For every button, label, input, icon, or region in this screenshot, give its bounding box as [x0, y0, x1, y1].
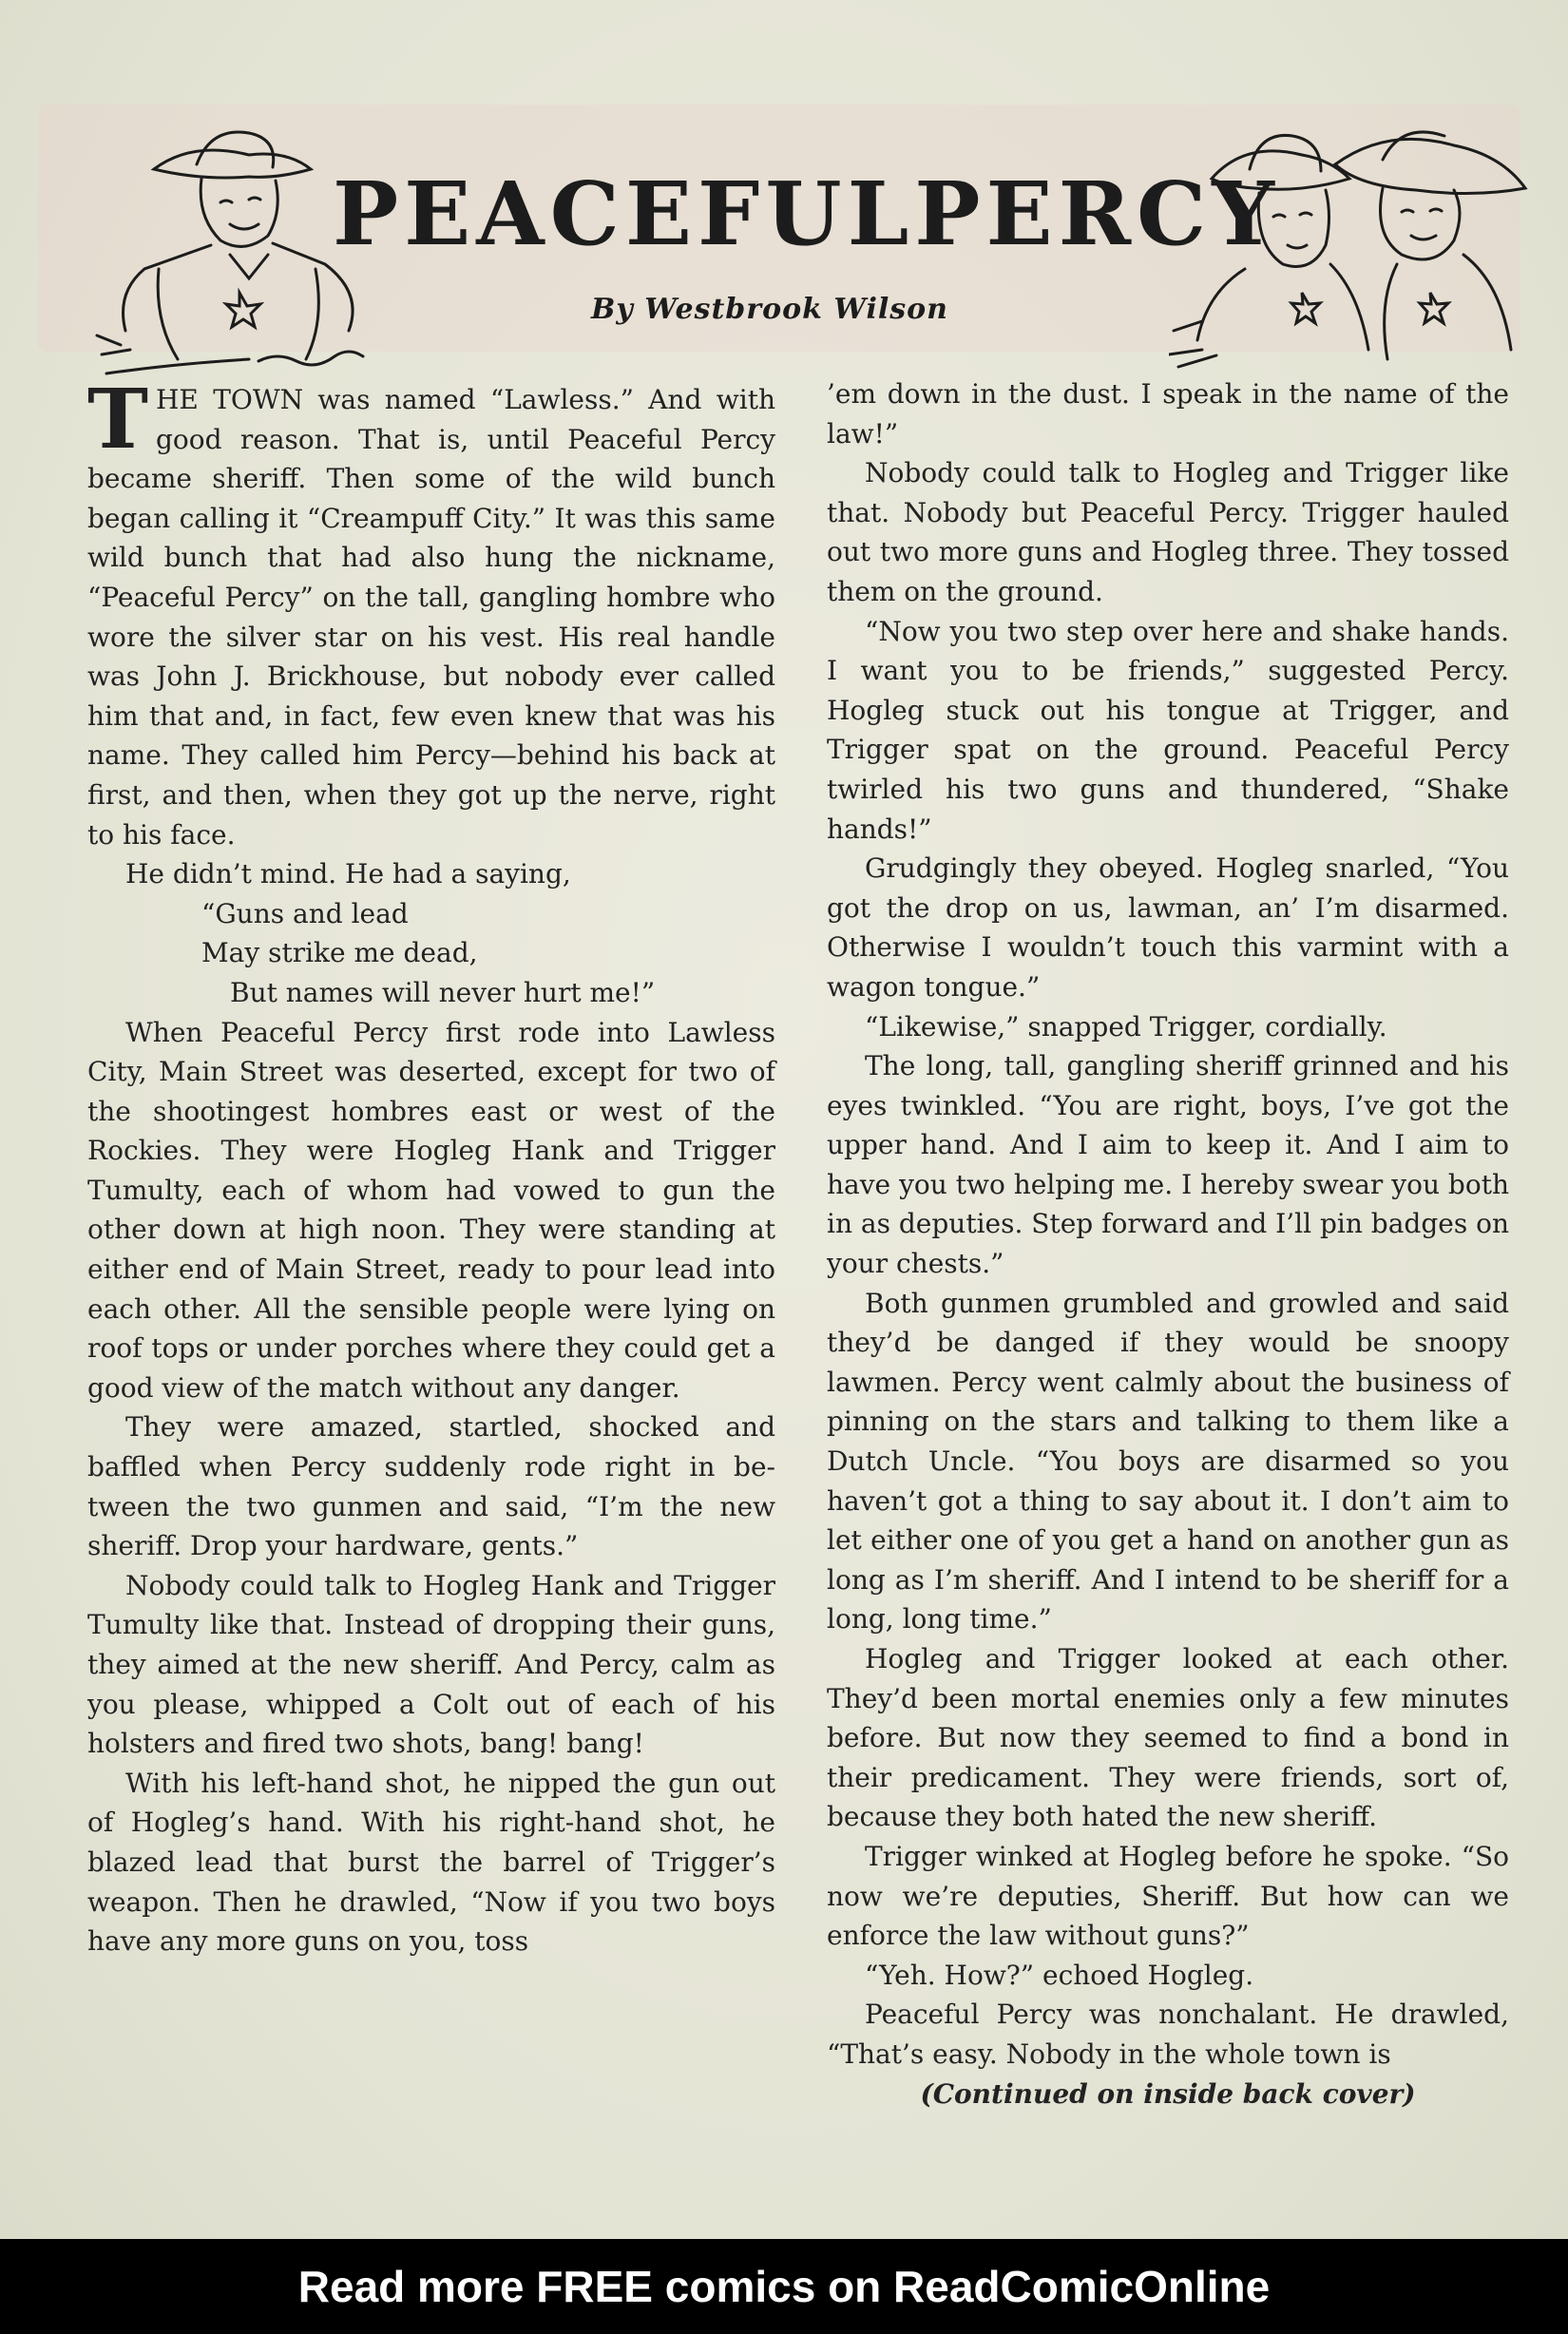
paragraph: Peaceful Percy was nonchalant. He drawled, “That’s easy. Nobody in the whole town is	[827, 1999, 1509, 2070]
paragraph: Grudgingly they obeyed. Hogleg snarled, “You got the drop on us, lawman, an’ I’m disarmed. Otherwise I wouldn’t touch this varmint with a wagon tongue.”	[827, 852, 1509, 1003]
promo-banner[interactable]	[0, 2239, 1568, 2334]
verse-line: May strike me dead,	[201, 937, 478, 969]
paragraph: “Likewise,” snapped Trigger, cordially.	[865, 1010, 1387, 1043]
paragraph: When Peaceful Percy first rode into Lawless City, Main Street was deserted, except for two of the shootingest hombres east or west of the Rockies. They were Hogleg Hank and Trigger Tumulty, each of whom had vowed to gun the other down at high noon. They were standing at either end of Main Street, ready to pour lead into each other. All the sensible people were lying on roof tops or under porches where they could get a good view of the match without any danger.	[87, 1016, 775, 1404]
story-title	[333, 157, 1280, 271]
paragraph: “Now you two step over here and shake hands. I want you to be friends,” suggested Percy. Hogleg stuck out his tongue at Trigger, and Trigger spat on the ground. Peaceful Percy twirled his two guns and thundered, “Shake hands!”	[827, 615, 1509, 845]
drop-cap: T	[87, 372, 148, 468]
left-column	[87, 372, 775, 1961]
continued-note: (Continued on inside back cover)	[920, 2077, 1416, 2110]
paragraph: Nobody could talk to Hogleg Hank and Trigger Tumulty like that. Instead of dropping their guns, they aimed at the new sheriff. And Percy, calm as you please, whipped a Colt out of each of his holsters and fired two shots, bang! bang!	[87, 1569, 775, 1760]
paragraph: They were amazed, startled, shocked and baffled when Percy suddenly rode right in between the two gunmen and said, “I’m the new sheriff. Drop your hardware, gents.”	[87, 1411, 775, 1562]
verse-line: “Guns and lead	[201, 897, 409, 929]
verse	[87, 894, 775, 1013]
right-column	[827, 374, 1509, 2114]
paragraph-text: HE TOWN was named “Lawless.” And with good reason. That is, until Peaceful Percy became sheriff. Then some of the wild bunch began calling it “Creampuff City.” It was this same wild bunch that had also hung the nickname, “Peaceful Percy” on the tall, gangling hombre who wore the silver star on his vest. His real handle was John J. Brickhouse, but nobody ever called him that and, in fact, few even knew that was his name. They called him Percy—behind his back at first, and then, when they got up the nerve, right to his face.	[87, 384, 775, 851]
byline: By Westbrook Wilson	[590, 293, 948, 326]
paragraph: With his left-hand shot, he nipped the gun out of Hogleg’s hand. With his right-hand shot, he blazed lead that burst the barrel of Trigger’s weapon. Then he drawled, “Now if you two boys have any more guns on you, toss	[87, 1767, 775, 1958]
paragraph-continuation: ’em down in the dust. I speak in the name of the law!”	[827, 378, 1509, 450]
paragraph: “Yeh. How?” echoed Hogleg.	[865, 1959, 1254, 1991]
promo-banner-text[interactable]: Read more FREE comics on ReadComicOnline	[297, 2262, 1271, 2311]
paragraph: Nobody could talk to Hogleg and Trigger like that. Nobody but Peaceful Percy. Trigger hauled out two more guns and Hogleg three. They tossed them on the ground.	[827, 457, 1509, 607]
title-word-peaceful: PEACEFUL	[333, 163, 915, 265]
deputies-sketch-right	[1169, 112, 1539, 369]
paragraph: The long, tall, gangling sheriff grinned and his eyes twinkled. “You are right, boys, I’ve got the upper hand. And I aim to keep it. And I aim to have you two helping me. I hereby swear you both in as deputies. Step forward and I’ll pin badges on your chests.”	[827, 1050, 1509, 1280]
paragraph: Both gunmen grumbled and growled and said they’d be danged if they would be snoopy lawmen. Percy went calmly about the business of pinning on the stars and talking to them like a Dutch Uncle. “You boys are disarmed so you haven’t got a thing to say about it. I don’t aim to let either one of you get a hand on another gun as long as I’m sheriff. And I intend to be sheriff for a long, long time.”	[827, 1287, 1509, 1636]
verse-intro: He didn’t mind. He had a saying,	[125, 858, 571, 890]
opening-paragraph	[87, 372, 775, 854]
verse-line: But names will never hurt me!”	[230, 976, 656, 1008]
paragraph: Trigger winked at Hogleg before he spoke. “So now we’re deputies, Sheriff. But how can we enforce the law without guns?”	[827, 1840, 1509, 1952]
title-word-percy: PERCY	[914, 163, 1280, 265]
paragraph: Hogleg and Trigger looked at each other. They’d been mortal enemies only a few minutes before. But now they seemed to find a bond in their predicament. They were friends, sort of, because they both hated the new sheriff.	[827, 1643, 1509, 1833]
